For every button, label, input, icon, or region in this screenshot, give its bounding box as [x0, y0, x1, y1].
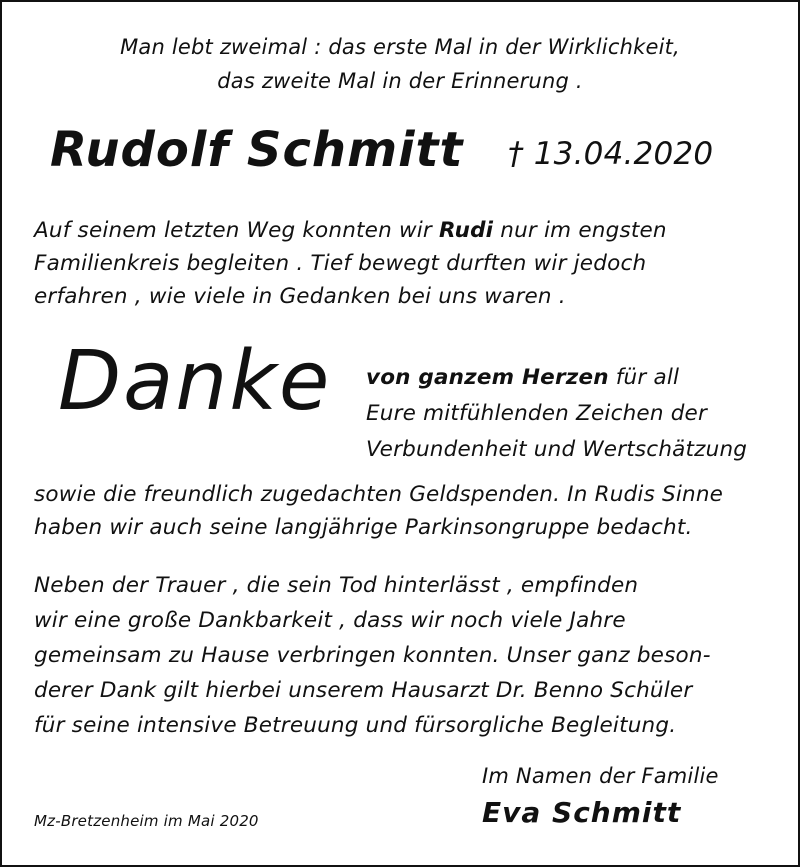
- thanks-line-1: [366, 360, 776, 396]
- paragraph-3-line-5: für seine intensive Betreuung und fürsorgliche Begleitung.: [34, 713, 677, 738]
- text-segment: nur im engsten: [493, 218, 667, 243]
- motto-line-1: Man lebt zweimal : das erste Mal in der Wirklichkeit,: [120, 35, 680, 59]
- signature-intro: Im Namen der Familie: [482, 764, 719, 788]
- paragraph-last-journey: [34, 214, 774, 313]
- thanks-line-5: haben wir auch seine langjährige Parkinsongruppe bedacht.: [34, 515, 693, 540]
- text-segment: Auf seinem letzten Weg konnten wir: [34, 218, 439, 243]
- paragraph-gratitude: [34, 568, 774, 743]
- paragraph-1-line-3: erfahren , wie viele in Gedanken bei uns waren .: [34, 284, 566, 309]
- deceased-header: [50, 122, 750, 202]
- paragraph-1-line-2: Familienkreis begleiten . Tief bewegt durften wir jedoch: [34, 251, 647, 276]
- paragraph-1-line-1: [34, 214, 774, 247]
- thanks-line-4: sowie die freundlich zugedachten Geldspenden. In Rudis Sinne: [34, 482, 724, 507]
- motto-line-2: das zweite Mal in der Erinnerung .: [217, 69, 583, 93]
- signature-name: Eva Schmitt: [482, 796, 682, 829]
- paragraph-3-line-4: derer Dank gilt hierbei unserem Hausarzt Dr. Benno Schüler: [34, 678, 693, 703]
- nickname: Rudi: [438, 218, 494, 243]
- thanks-text-bottom: [34, 478, 774, 544]
- thanks-line-2: Eure mitfühlenden Zeichen der: [366, 401, 708, 426]
- death-date: † 13.04.2020: [508, 136, 714, 172]
- thanks-heading: Danke: [58, 334, 332, 429]
- paragraph-3-line-3: gemeinsam zu Hause verbringen konnten. Unser ganz beson-: [34, 643, 711, 668]
- deceased-name: Rudolf Schmitt: [50, 122, 464, 178]
- place-and-date: Mz-Bretzenheim im Mai 2020: [34, 812, 259, 830]
- thanks-line-3: Verbundenheit und Wertschätzung: [366, 437, 748, 462]
- thanks-emphasis: von ganzem Herzen: [366, 365, 609, 390]
- motto-quote: [60, 30, 740, 98]
- paragraph-3-line-1: Neben der Trauer , die sein Tod hinterlässt , empfinden: [34, 573, 639, 598]
- paragraph-3-line-2: wir eine große Dankbarkeit , dass wir noch viele Jahre: [34, 608, 626, 633]
- thanks-text-right: [366, 360, 776, 468]
- text-segment: für all: [608, 365, 680, 390]
